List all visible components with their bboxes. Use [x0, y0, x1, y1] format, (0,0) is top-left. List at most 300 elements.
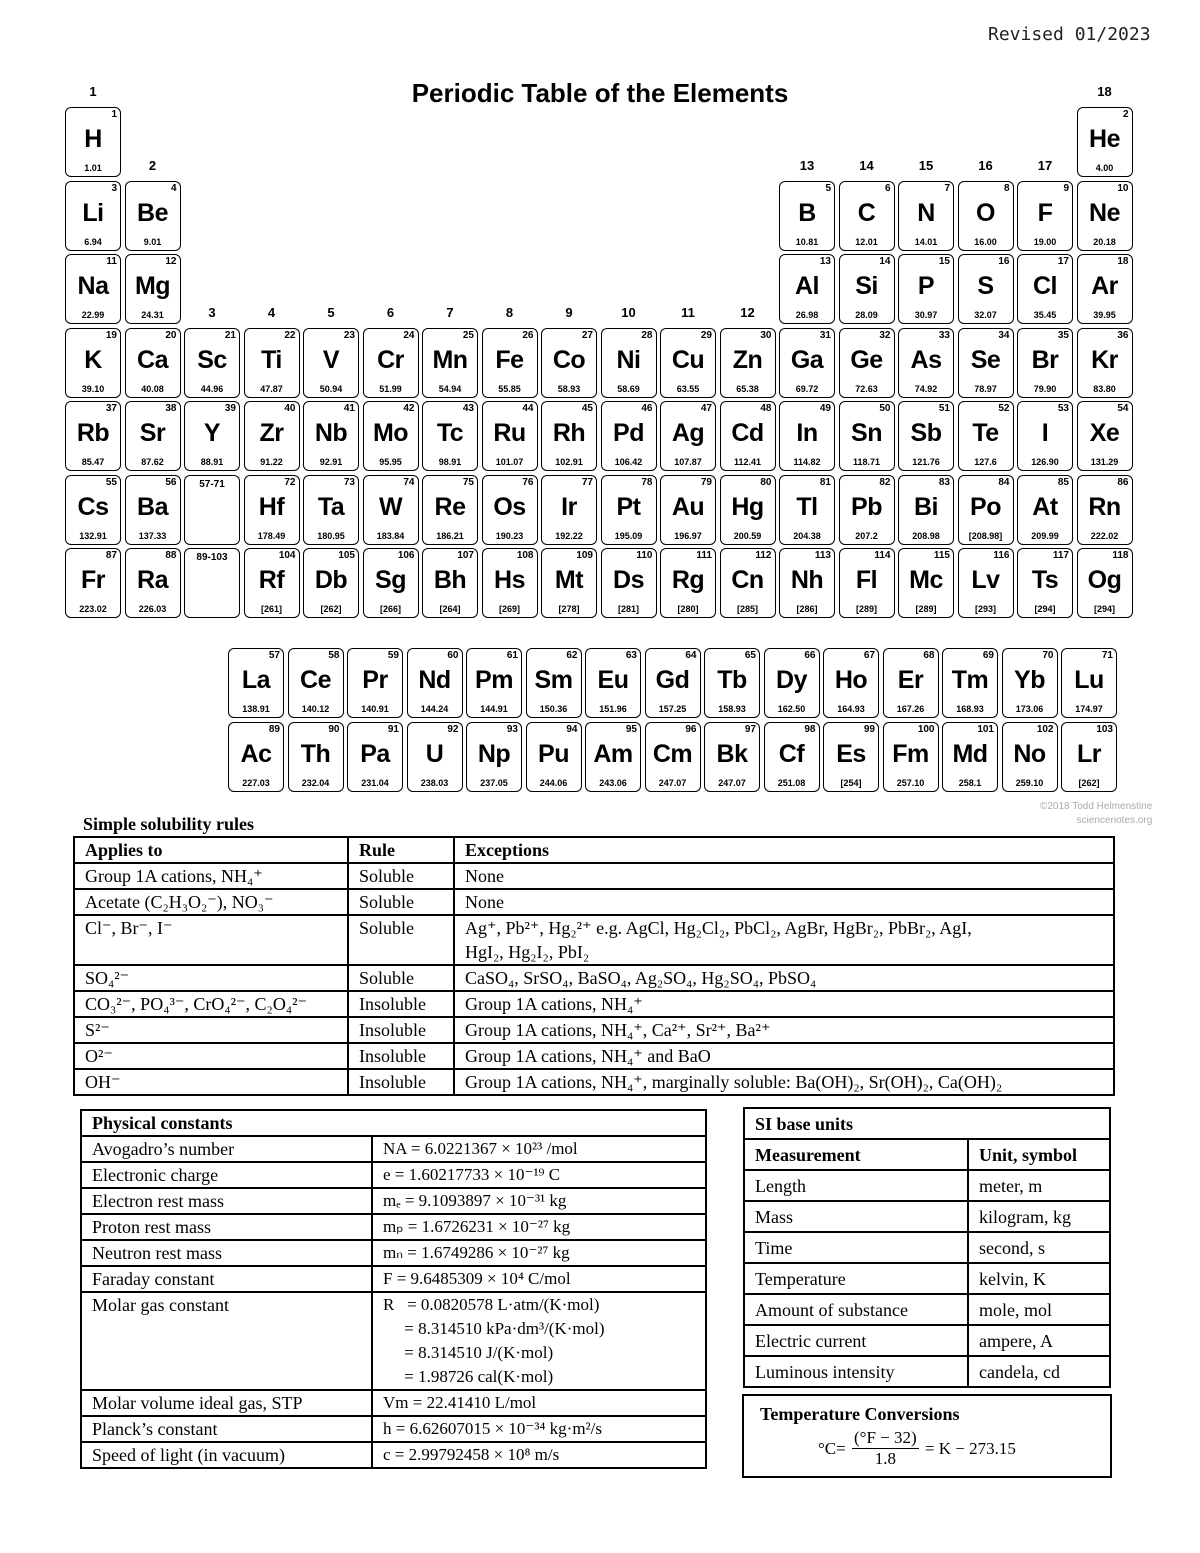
element-cell	[244, 475, 300, 545]
si-units-table	[743, 1107, 1111, 1388]
element-symbol: Db	[314, 566, 348, 594]
atomic-number: 70	[1042, 650, 1054, 661]
element-symbol: Pb	[851, 492, 882, 521]
atomic-mass: 158.93	[718, 704, 746, 714]
element-range: 89-103	[196, 552, 228, 563]
element-cell	[541, 328, 597, 398]
si-row	[744, 1232, 1110, 1263]
rule-cell: Soluble	[348, 863, 454, 889]
atomic-number: 76	[522, 476, 534, 488]
atomic-mass: 32.07	[974, 310, 997, 320]
element-cell	[482, 401, 538, 471]
atomic-mass: 4.00	[1095, 163, 1114, 173]
element-symbol: Hg	[731, 492, 764, 521]
atomic-number: 37	[105, 403, 117, 414]
element-symbol: Cs	[77, 492, 109, 521]
element-symbol: Pt	[616, 492, 641, 521]
atomic-mass: 243.06	[599, 778, 627, 788]
atomic-number: 65	[744, 650, 756, 661]
atomic-number: 41	[343, 403, 355, 414]
atomic-mass: 121.76	[912, 457, 940, 467]
atomic-number: 110	[636, 550, 653, 561]
element-symbol: I	[1041, 419, 1049, 447]
element-symbol: O	[976, 198, 995, 227]
atomic-mass: 173.06	[1015, 704, 1044, 714]
atomic-number: 108	[516, 550, 534, 561]
element-symbol: Re	[434, 492, 466, 521]
atomic-number: 118	[1112, 550, 1129, 561]
atomic-mass: [262]	[1078, 778, 1100, 788]
element-symbol: Es	[836, 740, 866, 768]
atomic-number: 56	[165, 476, 177, 488]
element-cell	[1061, 722, 1117, 792]
atomic-number: 96	[685, 724, 697, 735]
atomic-mass: 131.29	[1090, 457, 1119, 467]
element-cell	[898, 254, 954, 324]
element-cell	[839, 328, 895, 398]
atomic-mass: 162.50	[777, 704, 806, 714]
atomic-number: 102	[1036, 724, 1054, 735]
element-cell	[764, 722, 820, 792]
atomic-mass: [286]	[796, 604, 818, 614]
element-symbol: Si	[855, 272, 878, 300]
constant-name: Planck’s constant	[81, 1416, 372, 1442]
element-cell	[303, 328, 359, 398]
atomic-mass: 63.55	[676, 383, 700, 394]
group-label: 9	[565, 305, 573, 320]
element-cell	[65, 107, 121, 177]
atomic-number: 51	[938, 403, 950, 414]
atomic-number: 48	[760, 403, 772, 414]
element-cell	[228, 648, 284, 718]
atomic-number: 75	[462, 476, 474, 488]
atomic-mass: 138.91	[242, 704, 270, 714]
element-symbol: Hs	[494, 566, 525, 594]
element-cell	[466, 722, 522, 792]
element-cell	[779, 548, 835, 618]
element-cell	[720, 401, 776, 471]
solubility-row	[74, 1043, 1114, 1069]
element-symbol: Ba	[137, 492, 168, 521]
element-symbol: Rh	[552, 419, 586, 447]
temp-lhs: °C=	[818, 1438, 846, 1458]
element-cell	[288, 722, 344, 792]
exceptions-cell: None	[454, 889, 1114, 915]
element-cell	[1017, 254, 1073, 324]
element-cell	[541, 401, 597, 471]
exceptions-cell: CaSO₄, SrSO₄, BaSO₄, Ag₂SO₄, Hg₂SO₄, PbSO₄	[454, 965, 1114, 991]
element-cell	[526, 722, 582, 792]
element-cell	[660, 475, 716, 545]
element-symbol: Mc	[909, 566, 943, 594]
element-cell	[466, 648, 522, 718]
atomic-mass: 26.98	[795, 310, 819, 320]
atomic-number: 14	[879, 256, 891, 267]
constant-value: mₚ = 1.6726231 × 10⁻²⁷ kg	[372, 1214, 706, 1240]
solubility-row	[74, 1069, 1114, 1095]
atomic-number: 46	[641, 403, 653, 414]
solubility-title: Simple solubility rules	[83, 814, 255, 834]
element-symbol: Og	[1087, 566, 1122, 594]
element-cell	[125, 475, 181, 545]
element-cell	[660, 548, 716, 618]
measurement-cell: Temperature	[744, 1263, 968, 1294]
element-symbol: Yb	[1014, 666, 1045, 694]
atomic-mass: [281]	[617, 604, 639, 614]
element-symbol: Fe	[495, 345, 524, 374]
atomic-mass: [289]	[915, 604, 937, 614]
atomic-mass: 208.98	[912, 530, 940, 541]
element-cell	[125, 181, 181, 251]
solubility-table	[73, 836, 1115, 1096]
atomic-number: 82	[879, 476, 891, 488]
atomic-mass: 164.93	[837, 704, 865, 714]
element-cell	[585, 722, 641, 792]
group-label: 7	[446, 305, 454, 320]
temperature-equation	[818, 1428, 1016, 1469]
atomic-mass: 112.41	[733, 457, 762, 467]
applies-to-cell: OH⁻	[74, 1069, 348, 1095]
atomic-mass: 132.91	[79, 530, 107, 541]
element-symbol: Mo	[372, 419, 409, 447]
atomic-number: 55	[105, 476, 117, 488]
atomic-mass: 140.91	[361, 704, 389, 714]
element-symbol: F	[1037, 198, 1053, 227]
atomic-mass: 231.04	[361, 778, 389, 788]
element-cell	[764, 648, 820, 718]
atomic-number: 19	[105, 329, 117, 341]
atomic-number: 116	[993, 550, 1010, 561]
group-label: 15	[918, 158, 934, 173]
atomic-number: 98	[804, 724, 816, 735]
atomic-mass: 39.10	[81, 383, 105, 394]
group-label: 2	[148, 158, 157, 173]
element-cell	[779, 401, 835, 471]
atomic-number: 115	[933, 550, 950, 561]
element-symbol: Pu	[538, 740, 569, 768]
atomic-mass: 10.81	[795, 236, 819, 247]
si-row	[744, 1263, 1110, 1294]
atomic-number: 87	[105, 550, 117, 561]
element-symbol: Cl	[1033, 272, 1057, 300]
atomic-mass: 259.10	[1015, 778, 1044, 788]
constant-value: c = 2.99792458 × 10⁸ m/s	[372, 1442, 706, 1468]
atomic-number: 5	[825, 182, 831, 194]
atomic-number: 91	[387, 724, 399, 735]
atomic-mass: [280]	[677, 604, 699, 614]
atomic-mass: 209.99	[1031, 530, 1059, 541]
constant-value: mₑ = 9.1093897 × 10⁻³¹ kg	[372, 1188, 706, 1214]
constant-row	[81, 1188, 706, 1214]
element-symbol: Nb	[314, 419, 348, 447]
rule-cell: Insoluble	[348, 1043, 454, 1069]
atomic-number: 2	[1122, 109, 1129, 120]
atomic-number: 79	[700, 476, 712, 488]
element-cell	[779, 328, 835, 398]
atomic-number: 27	[581, 329, 593, 341]
element-symbol: Ti	[261, 345, 282, 374]
element-symbol: Os	[493, 492, 526, 521]
atomic-mass: 226.03	[138, 604, 167, 614]
constant-row	[81, 1416, 706, 1442]
element-symbol: Ac	[240, 740, 272, 768]
atomic-number: 114	[874, 550, 891, 561]
element-symbol: Ar	[1091, 272, 1118, 300]
atomic-number: 109	[576, 550, 593, 561]
element-cell	[883, 722, 939, 792]
element-symbol: Pd	[613, 419, 644, 447]
measurement-cell: Length	[744, 1170, 968, 1201]
atomic-mass: 14.01	[914, 236, 938, 247]
atomic-mass: 28.09	[855, 310, 878, 320]
element-symbol: Er	[897, 666, 924, 694]
si-title-row	[744, 1108, 1110, 1139]
element-cell	[958, 548, 1014, 618]
atomic-mass: 114.82	[793, 457, 821, 467]
applies-to-cell: SO₄²⁻	[74, 965, 348, 991]
atomic-mass: 92.91	[319, 457, 343, 467]
si-row	[744, 1170, 1110, 1201]
atomic-number: 97	[744, 724, 756, 735]
element-symbol: Be	[137, 198, 168, 227]
element-symbol: Bk	[716, 740, 748, 768]
constant-name: Electron rest mass	[81, 1188, 372, 1214]
element-cell	[541, 548, 597, 618]
unit-cell: kilogram, kg	[968, 1201, 1110, 1232]
atomic-mass: 168.93	[956, 704, 984, 714]
element-symbol: K	[84, 345, 102, 374]
element-cell	[422, 548, 478, 618]
element-symbol: Sr	[139, 419, 166, 447]
element-cell	[645, 648, 701, 718]
element-cell	[779, 475, 835, 545]
element-symbol: He	[1089, 125, 1120, 153]
applies-to-cell: S²⁻	[74, 1017, 348, 1043]
temp-rhs: = K − 273.15	[924, 1438, 1016, 1458]
element-symbol: Hf	[258, 492, 285, 521]
element-range-cell	[184, 548, 240, 618]
element-symbol: Ge	[850, 345, 883, 374]
unit-cell: second, s	[968, 1232, 1110, 1263]
element-symbol: C	[857, 198, 876, 227]
atomic-number: 45	[581, 403, 593, 414]
rule-cell: Soluble	[348, 965, 454, 991]
element-symbol: Ts	[1031, 566, 1059, 594]
constant-row	[81, 1214, 706, 1240]
element-symbol: Cn	[731, 566, 764, 594]
atomic-number: 53	[1057, 403, 1069, 414]
element-cell	[898, 548, 954, 618]
atomic-number: 43	[462, 403, 474, 414]
physical-title-row	[81, 1110, 706, 1136]
element-symbol: Kr	[1091, 345, 1118, 374]
atomic-number: 44	[522, 403, 534, 414]
element-cell	[1017, 475, 1073, 545]
unit-cell: ampere, A	[968, 1325, 1110, 1356]
element-cell	[65, 181, 121, 251]
constant-row	[81, 1162, 706, 1188]
measurement-cell: Electric current	[744, 1325, 968, 1356]
atomic-mass: 196.97	[674, 530, 702, 541]
header-unit: Unit, symbol	[968, 1139, 1110, 1170]
element-cell	[898, 181, 954, 251]
atomic-mass: 238.03	[420, 778, 449, 788]
atomic-number: 1	[111, 109, 117, 120]
measurement-cell: Mass	[744, 1201, 968, 1232]
applies-to-cell: Acetate (C₂H₃O₂⁻), NO₃⁻	[74, 889, 348, 915]
element-cell	[704, 648, 760, 718]
element-cell	[660, 401, 716, 471]
element-cell	[839, 475, 895, 545]
atomic-mass: 258.1	[958, 778, 982, 788]
element-symbol: Cu	[671, 345, 705, 374]
element-symbol: Mt	[554, 566, 584, 594]
atomic-mass: 174.97	[1075, 704, 1103, 714]
atomic-number: 7	[944, 182, 950, 194]
element-symbol: Lu	[1074, 666, 1104, 694]
element-cell	[363, 401, 419, 471]
atomic-number: 50	[879, 403, 891, 414]
atomic-mass: 95.95	[379, 457, 402, 467]
unit-cell: mole, mol	[968, 1294, 1110, 1325]
element-cell	[482, 475, 538, 545]
element-symbol: B	[798, 198, 816, 227]
applies-to-cell: O²⁻	[74, 1043, 348, 1069]
element-symbol: H	[84, 125, 102, 153]
atomic-mass: 72.63	[855, 383, 878, 394]
solubility-row	[74, 915, 1114, 965]
atomic-number: 52	[998, 403, 1010, 414]
atomic-number: 40	[284, 403, 296, 414]
atomic-mass: 54.94	[438, 383, 462, 394]
element-cell	[1017, 401, 1073, 471]
element-symbol: Sg	[375, 566, 406, 594]
element-cell	[958, 475, 1014, 545]
atomic-number: 112	[755, 550, 772, 561]
constant-row	[81, 1390, 706, 1416]
element-symbol: Zn	[732, 345, 763, 374]
atomic-number: 66	[804, 650, 816, 661]
element-cell	[1002, 722, 1058, 792]
atomic-number: 36	[1117, 329, 1129, 341]
element-symbol: Se	[970, 345, 1001, 374]
element-cell	[422, 401, 478, 471]
atomic-number: 54	[1117, 403, 1129, 414]
group-label: 14	[859, 158, 874, 173]
atomic-mass: 204.38	[793, 530, 821, 541]
element-symbol: S	[977, 272, 994, 300]
constant-value: F = 9.6485309 × 10⁴ C/mol	[372, 1266, 706, 1292]
element-symbol: Fr	[81, 566, 105, 594]
header-rule: Rule	[348, 837, 454, 863]
atomic-mass: 126.90	[1031, 457, 1059, 467]
revised-date: Revised 01/2023	[988, 24, 1151, 45]
element-cell	[942, 722, 998, 792]
exceptions-cell: Ag⁺, Pb²⁺, Hg₂²⁺ e.g. AgCl, Hg₂Cl₂, PbCl₂, AgBr, HgBr₂, PbBr₂, AgI, HgI₂, Hg₂I₂, PbI₂	[454, 915, 1114, 965]
element-cell	[125, 401, 181, 471]
element-symbol: Np	[477, 740, 511, 768]
rule-cell: Insoluble	[348, 991, 454, 1017]
element-cell	[958, 254, 1014, 324]
atomic-mass: 237.05	[480, 778, 508, 788]
atomic-number: 9	[1063, 182, 1069, 194]
element-cell	[883, 648, 939, 718]
group-label: 18	[1097, 84, 1112, 99]
atomic-number: 106	[397, 550, 415, 561]
atomic-number: 49	[819, 403, 831, 414]
page-title: Periodic Table of the Elements	[411, 78, 789, 108]
atomic-mass: [264]	[439, 604, 461, 614]
element-cell	[363, 328, 419, 398]
atomic-mass: 101.07	[495, 457, 524, 467]
element-symbol: Rg	[671, 566, 705, 594]
element-symbol: Co	[552, 345, 586, 374]
element-cell	[184, 328, 240, 398]
constant-value: Vm = 22.41410 L/mol	[372, 1390, 706, 1416]
atomic-mass: [289]	[855, 604, 877, 614]
atomic-number: 28	[641, 329, 653, 341]
element-cell	[942, 648, 998, 718]
atomic-number: 72	[284, 476, 296, 488]
atomic-mass: [254]	[840, 778, 862, 788]
element-cell	[363, 475, 419, 545]
element-cell	[363, 548, 419, 618]
atomic-mass: 186.21	[436, 530, 464, 541]
atomic-mass: 69.72	[795, 383, 819, 394]
element-symbol: Bi	[914, 492, 938, 521]
atomic-mass: [293]	[974, 604, 996, 614]
element-cell	[720, 548, 776, 618]
atomic-mass: 102.91	[555, 457, 583, 467]
atomic-number: 26	[522, 329, 534, 341]
atomic-mass: 190.23	[495, 530, 524, 541]
element-symbol: Sn	[851, 419, 882, 447]
element-symbol: Th	[300, 740, 331, 768]
atomic-number: 13	[819, 256, 831, 267]
element-cell	[585, 648, 641, 718]
atomic-mass: 47.87	[260, 383, 283, 394]
atomic-mass: 83.80	[1093, 383, 1116, 394]
element-cell	[601, 475, 657, 545]
atomic-number: 71	[1101, 650, 1113, 661]
element-cell	[65, 328, 121, 398]
element-cell	[303, 475, 359, 545]
element-symbol: Ga	[790, 345, 824, 374]
atomic-number: 61	[506, 650, 518, 661]
atomic-number: 111	[696, 550, 712, 561]
constant-row	[81, 1240, 706, 1266]
atomic-number: 83	[938, 476, 950, 488]
element-cell	[839, 548, 895, 618]
element-cell	[823, 648, 879, 718]
atomic-mass: 40.08	[141, 383, 164, 394]
element-cell	[288, 648, 344, 718]
element-symbol: Mn	[432, 345, 468, 374]
atomic-number: 59	[387, 650, 399, 661]
element-cell	[958, 181, 1014, 251]
element-cell	[65, 254, 121, 324]
atomic-mass: [261]	[260, 604, 282, 614]
element-symbol: Ru	[493, 419, 526, 447]
atomic-number: 104	[278, 550, 296, 561]
atomic-mass: 251.08	[777, 778, 806, 788]
atomic-number: 64	[685, 650, 697, 661]
element-cell	[1017, 328, 1073, 398]
atomic-number: 42	[403, 403, 415, 414]
atomic-mass: [269]	[498, 604, 520, 614]
element-symbol: V	[322, 345, 340, 374]
group-label: 1	[89, 84, 97, 99]
